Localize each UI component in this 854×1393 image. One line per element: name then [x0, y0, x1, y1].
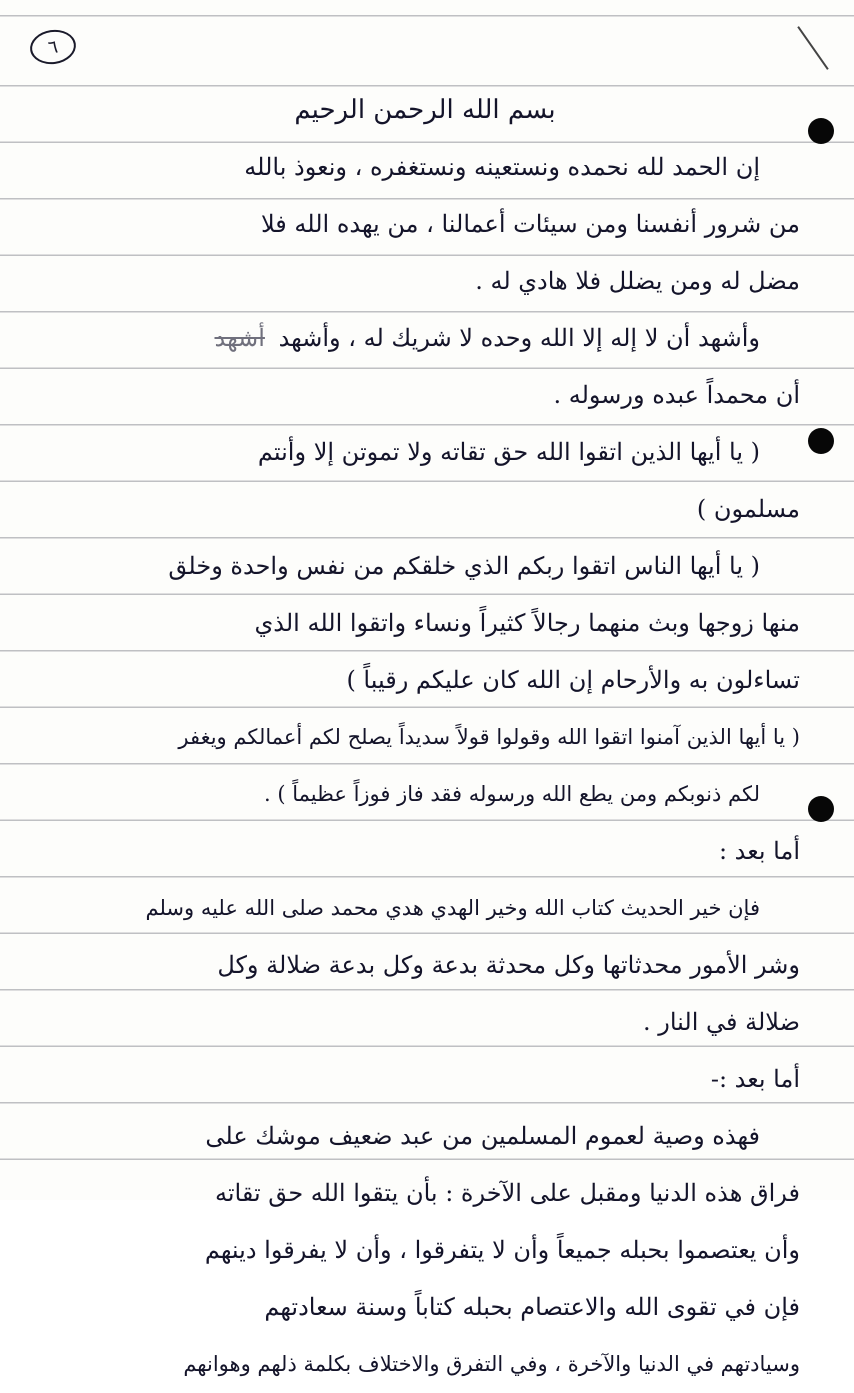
- text-line: مسلمون ): [696, 495, 800, 523]
- section-heading: أما بعد :-: [710, 1065, 800, 1093]
- text-line: [50, 310, 800, 367]
- text-line: وأن يعتصموا بحبله جميعاً وأن لا يتفرقوا ، وأن لا يفرقوا دينهم: [204, 1236, 800, 1264]
- section-heading: أما بعد :: [718, 837, 800, 865]
- struck-word: أشهد: [214, 324, 265, 352]
- binder-hole: [808, 118, 834, 144]
- text-line-content: وأشهد أن لا إله إلا الله وحده لا شريك له ، وأشهد: [278, 324, 760, 352]
- text-line: فإن في تقوى الله والاعتصام بحبله كتاباً وسنة سعادتهم: [264, 1293, 800, 1321]
- text-line: ضلالة في النار .: [643, 1008, 800, 1036]
- text-line: من شرور أنفسنا ومن سيئات أعمالنا ، من يهده الله فلا: [260, 210, 800, 238]
- text-line: ( يا أيها الذين آمنوا اتقوا الله وقولوا قولاً سديداً يصلح لكم أعمالكم ويغفر: [178, 725, 800, 749]
- text-line: ( يا أيها الذين اتقوا الله حق تقاته ولا تموتن إلا وأنتم: [257, 438, 760, 466]
- text-line: أن محمداً عبده ورسوله .: [553, 381, 800, 409]
- text-line: ( يا أيها الناس اتقوا ربكم الذي خلقكم من نفس واحدة وخلق: [168, 552, 760, 580]
- text-line: فإن خير الحديث كتاب الله وخير الهدي هدي محمد صلى الله عليه وسلم: [145, 896, 760, 920]
- text-line: لكم ذنوبكم ومن يطع الله ورسوله فقد فاز فوزاً عظيماً ) .: [264, 782, 760, 806]
- binder-hole: [808, 428, 834, 454]
- text-line: مضل له ومن يضلل فلا هادي له .: [475, 267, 800, 295]
- text-line: فراق هذه الدنيا ومقبل على الآخرة : بأن يتقوا الله حق تقاته: [215, 1179, 800, 1207]
- page-number: ٦: [28, 27, 78, 67]
- text-line: إن الحمد لله نحمده ونستعينه ونستغفره ، ونعوذ بالله: [244, 153, 760, 181]
- handwritten-text: [50, 82, 800, 1393]
- text-line: منها زوجها وبث منهما رجالاً كثيراً ونساء واتقوا الله الذي: [254, 609, 800, 637]
- binder-hole: [808, 796, 834, 822]
- pen-mark: [797, 26, 828, 70]
- basmala: بسم الله الرحمن الرحيم: [294, 95, 556, 125]
- text-line: تساءلون به والأرحام إن الله كان عليكم رقيباً ): [346, 666, 800, 694]
- text-line: وسيادتهم في الدنيا والآخرة ، وفي التفرق والاختلاف بكلمة ذلهم وهوانهم: [183, 1352, 800, 1376]
- text-line: وشر الأمور محدثاتها وكل محدثة بدعة وكل بدعة ضلالة وكل: [217, 951, 800, 979]
- text-line: فهذه وصية لعموم المسلمين من عبد ضعيف موشك على: [205, 1122, 760, 1150]
